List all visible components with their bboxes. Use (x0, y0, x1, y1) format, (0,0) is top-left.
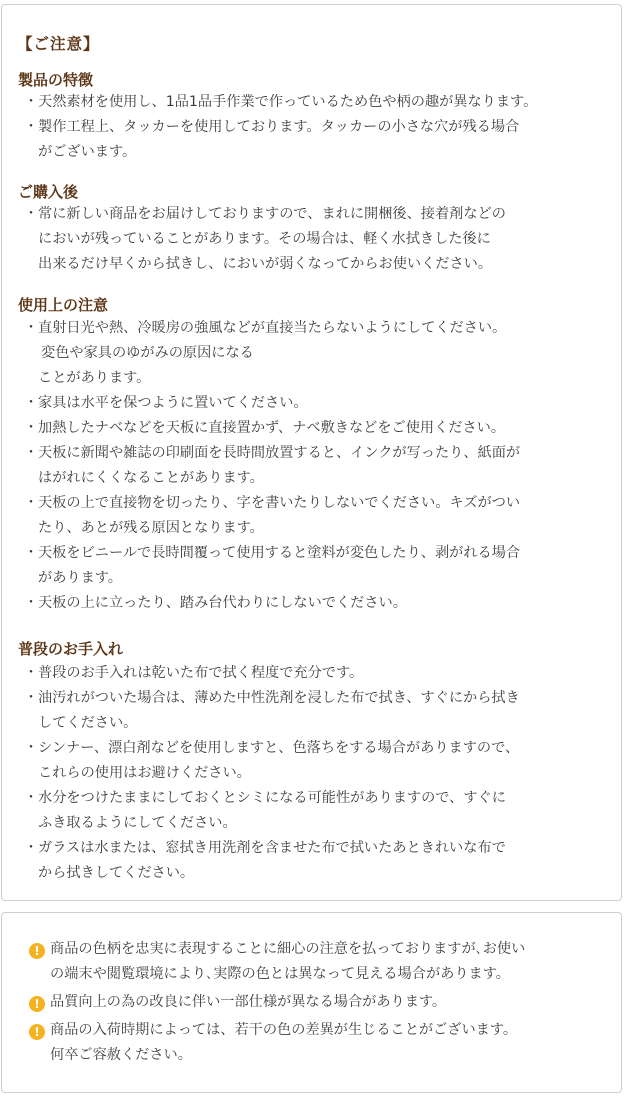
section-heading: 普段のお手入れ (18, 640, 124, 658)
list-item-line: 油汚れがついた場合は、薄めた中性洗剤を浸した布で拭き、すぐにから拭き (38, 690, 520, 706)
list-item-line: においが残っていることがあります。その場合は、軽く水拭きした後に (38, 231, 491, 247)
bullet-icon: ・ (24, 495, 38, 511)
list-item-line: 天板に新聞や雑誌の印刷面を長時間放置すると、インクが写ったり、紙面が (38, 445, 521, 461)
list-item-line: 天然素材を使用し、1品1品手作業で作っているため色や柄の趣が異なります。 (38, 94, 538, 110)
bullet-icon: ・ (24, 665, 38, 681)
list-item-line: がございます。 (38, 144, 137, 160)
bullet-icon: ・ (24, 690, 38, 706)
list-item-line: してください。 (38, 715, 138, 731)
bullet-icon: ・ (24, 595, 38, 611)
list-item-line: があります。 (38, 570, 122, 586)
bullet-icon: ・ (24, 840, 38, 856)
list-item-line: ガラスは水または、窓拭き用洗剤を含ませた布で拭いたあときれいな布で (38, 840, 506, 856)
list-item-line: 普段のお手入れは乾いた布で拭く程度で充分です。 (38, 665, 364, 681)
section-heading: 製品の特徴 (18, 71, 94, 89)
warning-icon: ! (29, 996, 45, 1012)
list-item-line: 常に新しい商品をお届けしておりますので、まれに開梱後、接着剤などの (38, 206, 506, 222)
list-item-line: 出来るだけ早くから拭きし、においが弱くなってからお使いください。 (38, 256, 493, 272)
list-item-line: 家具は水平を保つように置いてください。 (38, 395, 308, 411)
list-item-line: ことがあります。 (38, 370, 151, 386)
warning-icon: ! (29, 1024, 45, 1040)
warning-icon: ! (29, 943, 45, 959)
bullet-icon: ・ (24, 320, 38, 336)
list-item-line: たり、あとが残る原因となります。 (38, 520, 264, 536)
notice-line: 品質向上の為の改良に伴い一部仕様が異なる場合があります。 (50, 994, 447, 1010)
notice-line: 何卒ご容赦ください。 (50, 1047, 192, 1063)
list-item-line: 製作工程上、タッカーを使用しております。タッカーの小さな穴が残る場合 (38, 119, 520, 135)
list-item-line: これらの使用はお避けください。 (38, 765, 251, 781)
notice-line: 商品の入荷時期によっては、若干の色の差異が生じることがございます。 (50, 1022, 518, 1038)
list-item-line: 直射日光や熱、冷暖房の強風などが直接当たらないようにしてください。 (38, 320, 507, 336)
list-item-line: 天板の上に立ったり、踏み台代わりにしないでください。 (38, 595, 407, 611)
bullet-icon: ・ (24, 545, 38, 561)
section-heading: ご購入後 (18, 183, 79, 201)
bullet-icon: ・ (24, 94, 38, 110)
list-item-line: シンナー、漂白剤などを使用しますと、色落ちをする場合がありますので、 (38, 740, 520, 756)
bullet-icon: ・ (24, 740, 38, 756)
bullet-icon: ・ (24, 420, 38, 436)
bullet-icon: ・ (24, 445, 38, 461)
bullet-icon: ・ (24, 206, 38, 222)
notice-line: の端末や閲覧環境により､実際の色とは異なって見える場合があります。 (50, 966, 510, 982)
list-item-line: 変色や家具のゆがみの原因になる (41, 345, 254, 361)
bullet-icon: ・ (24, 395, 38, 411)
list-item-line: 天板の上で直接物を切ったり、字を書いたりしないでください。キズがつい (38, 495, 521, 511)
list-item-line: 天板をビニールで長時間覆って使用すると塗料が変色したり、剥がれる場合 (38, 545, 521, 561)
page-title: 【ご注意】 (17, 35, 100, 53)
list-item-line: はがれにくくなることがあります。 (38, 470, 264, 486)
list-item-line: 水分をつけたままにしておくとシミになる可能性がありますので、すぐに (38, 790, 506, 806)
list-item-line: 加熱したナベなどを天板に直接置かず、ナベ敷きなどをご使用ください。 (38, 420, 506, 436)
notice-line: 商品の色柄を忠実に表現することに細心の注意を払っておりますが､お使い (50, 941, 526, 957)
section-heading: 使用上の注意 (18, 296, 109, 314)
list-item-line: ふき取るようにしてください。 (38, 815, 237, 831)
bullet-icon: ・ (24, 119, 38, 135)
list-item-line: から拭きしてください。 (38, 865, 195, 881)
bullet-icon: ・ (24, 790, 38, 806)
